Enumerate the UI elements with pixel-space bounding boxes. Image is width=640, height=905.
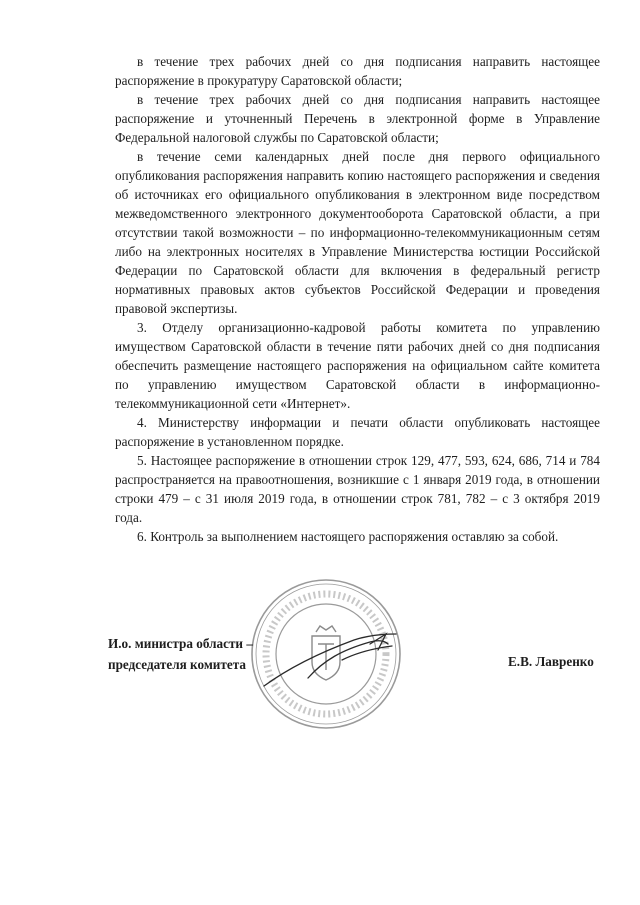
paragraph-ministry-justice: в течение семи календарных дней после дня первого официального опубликования распоряжения направить копию настоящего распоряжения и сведения об источниках его официального опубликования в электронном виде посредством межведомственного электронного документооборота Саратовской области, а при отсутствии такой возможности – по информационно-телекоммуникационным сетям либо на электронных носителях в Управление Министерства юстиции Российской Федерации по Саратовской области для включения в федеральный регистр нормативных правовых актов субъектов Российской Федерации и проведения правовой экспертизы. <box>115 149 600 316</box>
paragraph-control: 6. Контроль за выполнением настоящего распоряжения оставляю за собой. <box>137 529 559 544</box>
paragraph-website-publication: 3. Отделу организационно-кадровой работы комитета по управлению имуществом Саратовской области в течение пяти рабочих дней со дня подписания обеспечить размещение настоящего распоряжения на официальном сайте комитета по управлению имуществом Саратовской области в информационно-телекоммуникационной сети «Интернет». <box>115 320 600 411</box>
paragraph-ministry-information: 4. Министерству информации и печати области опубликовать настоящее распоряжение в установленном порядке. <box>115 415 600 449</box>
signatory-title-line-2: председателя комитета <box>108 657 246 672</box>
paragraph-effective-dates: 5. Настоящее распоряжение в отношении строк 129, 477, 593, 624, 686, 714 и 784 распространяется на правоотношения, возникшие с 1 января 2019 года, в отношении строки 479 – с 31 июля 2019 года, в отношении строк 781, 782 – с 3 октября 2019 года. <box>115 453 600 525</box>
paragraph-prosecutor: в течение трех рабочих дней со дня подписания направить настоящее распоряжение в прокуратуру Саратовской области; <box>115 54 600 88</box>
signatory-title-line-1: И.о. министра области – <box>108 636 253 651</box>
signatory-title <box>108 633 278 675</box>
document-body <box>115 52 600 546</box>
signature-block <box>108 633 608 693</box>
signatory-name: Е.В. Лавренко <box>508 654 594 669</box>
paragraph-tax-service: в течение трех рабочих дней со дня подписания направить настоящее распоряжение и уточненный Перечень в электронной форме в Управление Федеральной налоговой службы по Саратовской области; <box>115 92 600 145</box>
